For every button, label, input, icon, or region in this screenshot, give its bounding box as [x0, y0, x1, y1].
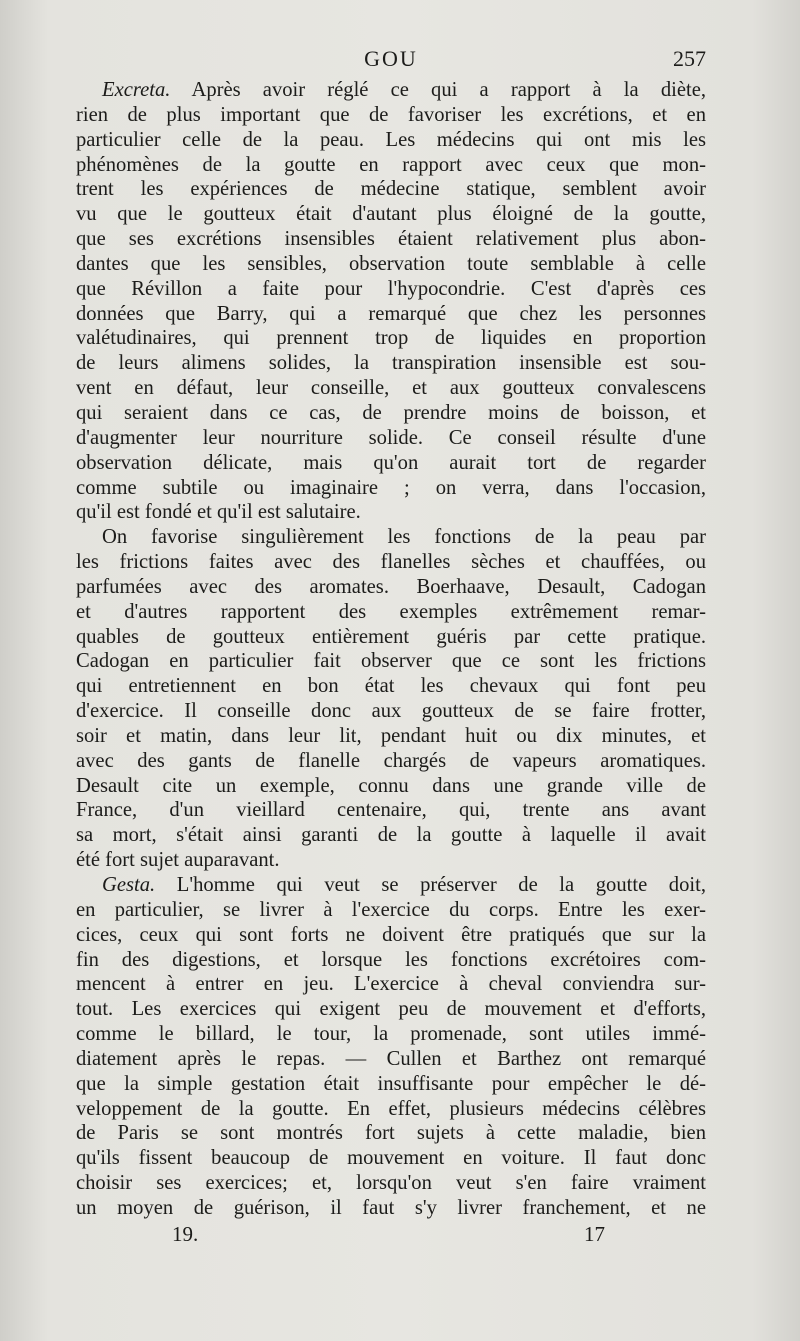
text-line: [76, 724, 706, 749]
line-text: de leurs alimens solides, la transpiration insensible est sou-: [76, 352, 706, 375]
line-text: d'augmenter leur nourriture solide. Ce conseil résulte d'une: [76, 426, 706, 449]
line-text: que ses excrétions insensibles étaient relativement plus abon-: [76, 228, 706, 251]
text-line: [76, 873, 706, 898]
text-line: [76, 774, 706, 799]
text-line: [76, 798, 706, 823]
line-text: qui entretiennent en bon état les chevaux qui font peu: [76, 675, 706, 698]
line-text: dantes que les sensibles, observation toute semblable à celle: [76, 252, 706, 275]
running-head: GOU: [364, 46, 418, 71]
text-line: [76, 277, 706, 302]
text-line: [76, 1171, 706, 1196]
line-text: diatement après le repas. — Cullen et Barthez ont remarqué: [76, 1047, 706, 1070]
section-lead-word: Excreta.: [102, 79, 171, 101]
line-text: France, d'un vieillard centenaire, qui, trente ans avant: [76, 799, 706, 822]
text-line: [76, 649, 706, 674]
text-line: [76, 550, 706, 575]
page-footer: [76, 1222, 706, 1252]
line-text: qu'il est fondé et qu'il est salutaire.: [76, 501, 361, 524]
text-line: [76, 326, 706, 351]
text-line: [76, 699, 706, 724]
text-line: [76, 103, 706, 128]
line-text: un moyen de guérison, il faut s'y livrer franchement, et ne: [76, 1196, 706, 1219]
signature-number: 17: [584, 1222, 605, 1246]
text-line: [76, 674, 706, 699]
text-line: [76, 948, 706, 973]
text-line: [76, 898, 706, 923]
text-line: [76, 401, 706, 426]
line-text: phénomènes de la goutte en rapport avec ceux que mon-: [76, 153, 706, 176]
line-text: vent en défaut, leur conseille, et aux goutteux convalescens: [76, 377, 706, 400]
line-text: soir et matin, dans leur lit, pendant huit ou dix minutes, et: [76, 724, 706, 747]
text-line: [76, 376, 706, 401]
text-line: [76, 476, 706, 501]
line-text: de Paris se sont montrés fort sujets à cette maladie, bien: [76, 1122, 706, 1145]
text-line: [76, 1022, 706, 1047]
text-line: [76, 128, 706, 153]
text-line: [76, 252, 706, 277]
line-text: qui seraient dans ce cas, de prendre moins de boisson, et: [76, 401, 706, 424]
body-text: [76, 78, 706, 1221]
text-line: [76, 302, 706, 327]
line-text: cices, ceux qui sont forts ne doivent être pratiqués que sur la: [76, 923, 706, 946]
line-text: choisir ses exercices; et, lorsqu'on veut s'en faire vraiment: [76, 1172, 706, 1195]
line-text: et d'autres rapportent des exemples extrêmement remar-: [76, 600, 706, 623]
text-line: [76, 1097, 706, 1122]
line-text: comme le billard, le tour, la promenade, sont utiles immé-: [76, 1023, 706, 1046]
line-text: veloppement de la goutte. En effet, plusieurs médecins célèbres: [76, 1097, 706, 1120]
text-line: [76, 78, 706, 103]
line-text: les frictions faites avec des flanelles sèches et chauffées, ou: [76, 551, 706, 574]
text-line: [76, 227, 706, 252]
text-line: [76, 823, 706, 848]
text-line: [76, 848, 706, 873]
text-line: [76, 749, 706, 774]
line-text: comme subtile ou imaginaire ; on verra, dans l'occasion,: [76, 476, 706, 499]
text-line: [76, 575, 706, 600]
text-line: [76, 1072, 706, 1097]
line-text: On favorise singulièrement les fonctions de la peau par: [102, 526, 706, 549]
page-header: [76, 46, 706, 76]
text-line: [76, 997, 706, 1022]
line-text: mencent à entrer en jeu. L'exercice à cheval conviendra sur-: [76, 973, 706, 996]
text-line: [76, 1196, 706, 1221]
line-text: Desault cite un exemple, connu dans une grande ville de: [76, 774, 706, 797]
line-text: L'homme qui veut se préserver de la goutte doit,: [176, 874, 706, 896]
line-text: particulier celle de la peau. Les médecins qui ont mis les: [76, 128, 706, 151]
text-line: [76, 600, 706, 625]
line-text: tout. Les exercices qui exigent peu de mouvement et d'efforts,: [76, 998, 706, 1021]
text-line: [76, 525, 706, 550]
line-text: rien de plus important que de favoriser les excrétions, et en: [76, 103, 706, 126]
text-line: [76, 202, 706, 227]
text-line: [76, 153, 706, 178]
text-line: [76, 1047, 706, 1072]
line-text: sa mort, s'était ainsi garanti de la goutte à laquelle il avait: [76, 824, 706, 847]
text-line: [76, 923, 706, 948]
line-text: Cadogan en particulier fait observer que ce sont les frictions: [76, 650, 706, 673]
text-line: [76, 1121, 706, 1146]
line-text: vu que le goutteux était d'autant plus éloigné de la goutte,: [76, 203, 706, 226]
line-text: d'exercice. Il conseille donc aux goutteux de se faire frotter,: [76, 700, 706, 723]
text-line: [76, 451, 706, 476]
text-line: [76, 972, 706, 997]
page-number: 257: [673, 46, 706, 71]
line-text: valétudinaires, qui prennent trop de liquides en proportion: [76, 327, 706, 350]
section-lead-word: Gesta.: [102, 874, 156, 896]
text-line: [76, 625, 706, 650]
text-line: [76, 500, 706, 525]
line-text: quables de goutteux entièrement guéris par cette pratique.: [76, 625, 706, 648]
line-text: trent les expériences de médecine statique, semblent avoir: [76, 178, 706, 201]
line-text: parfumées avec des aromates. Boerhaave, Desault, Cadogan: [76, 575, 706, 598]
line-text: données que Barry, qui a remarqué que chez les personnes: [76, 302, 706, 325]
text-line: [76, 177, 706, 202]
text-line: [76, 1146, 706, 1171]
line-text: que la simple gestation était insuffisante pour empêcher le dé-: [76, 1072, 706, 1095]
line-text: avec des gants de flanelle chargés de vapeurs aromatiques.: [76, 749, 706, 772]
line-text: qu'ils fissent beaucoup de mouvement en voiture. Il faut donc: [76, 1147, 706, 1170]
line-text: que Révillon a faite pour l'hypocondrie. C'est d'après ces: [76, 277, 706, 300]
text-line: [76, 426, 706, 451]
text-line: [76, 351, 706, 376]
line-text: en particulier, se livrer à l'exercice du corps. Entre les exer-: [76, 898, 706, 921]
line-text: Après avoir réglé ce qui a rapport à la diète,: [191, 79, 706, 101]
line-text: fin des digestions, et lorsque les fonctions excrétoires com-: [76, 948, 706, 971]
signature-mark: 19.: [172, 1222, 199, 1246]
line-text: observation délicate, mais qu'on aurait tort de regarder: [76, 451, 706, 474]
line-text: été fort sujet auparavant.: [76, 849, 280, 872]
